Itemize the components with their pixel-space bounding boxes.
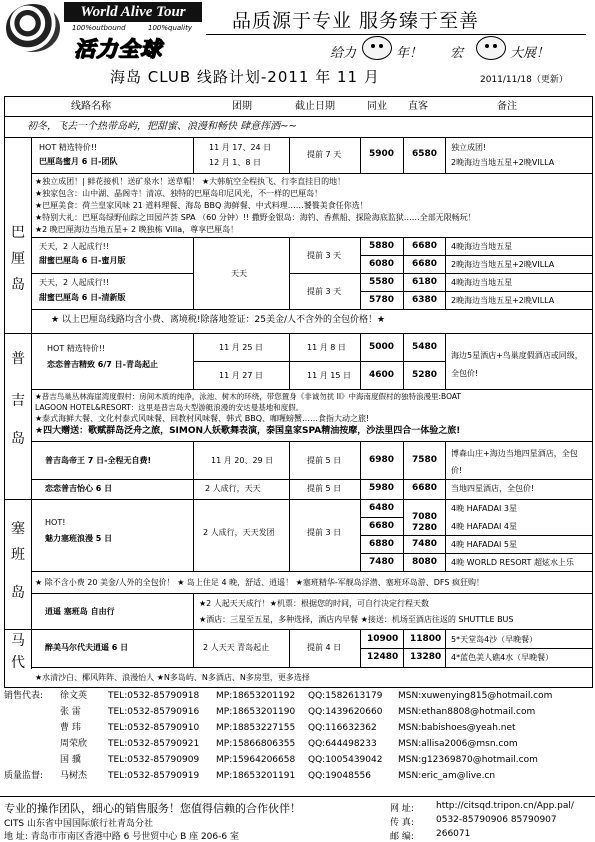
phuket-peer1: 5000: [369, 342, 395, 352]
divider: [31, 629, 32, 669]
phuket-date2: 11 月 27 日: [219, 371, 263, 380]
motto-part-1: 给力: [330, 46, 357, 61]
divider: [193, 593, 194, 629]
phuket-r3-note: 当地四星酒店，全包价!: [451, 484, 535, 493]
divider: [31, 479, 592, 480]
bali-feature: ★独家包含：山中湖、晶阁寺！清凉、独特的巴厘岛印尼风光，不一样的巴厘岛！: [35, 189, 323, 198]
contact-qq: QQ:1005439042: [308, 755, 383, 765]
intro-banner: 初冬，飞去一个热带岛屿，把甜蜜、浪漫和畅快 肆意挥洒~~: [27, 121, 297, 132]
bali-r1-tag: HOT 精选特价!!: [39, 143, 98, 152]
phuket-feature: ★四大赠送：歌赋群岛泛舟之旅，SIMON人妖歌舞表演，泰国皇家SPA精油按摩，沙法里四合一体验之旅!: [35, 426, 461, 436]
saipan-r2-note1: ★2 人起天天成行！★机票：根据您的时间，可自行决定行程天数: [199, 599, 429, 608]
bali-summary: ★ 以上巴厘岛线路均含小费、离境税!除落地签证：25美金/人不含外的全包价格！★: [51, 315, 386, 325]
contact-tel: TEL:0532-85790919: [108, 771, 200, 781]
col-deadline: 截止日期: [295, 101, 335, 112]
col-notes: 备注: [497, 101, 517, 112]
bali-r2-name: 甜蜜巴厘岛 6 日-蜜月版: [39, 256, 126, 265]
logo-english: World Alive Tour: [64, 2, 202, 22]
contact-qq: QQ:19048556: [308, 771, 372, 781]
phuket-r2-name: 普吉岛帝王 7 日-全程无自费!: [45, 456, 152, 465]
divider: [445, 441, 446, 499]
contact-name: 张 雷: [60, 707, 81, 717]
bali-note: 4晚海边当地五星: [451, 278, 513, 287]
motto-part-4: 大展！: [510, 46, 550, 61]
divider: [31, 237, 592, 238]
phuket-direct2: 5280: [412, 370, 438, 380]
rabbit-face-icon: [362, 36, 392, 60]
footer-web-link[interactable]: http://citsqd.tripon.cn/App.pal/: [436, 801, 574, 811]
page-title: 海岛 CLUB 线路计划-2011 年 11 月: [110, 68, 380, 86]
divider: [360, 517, 403, 518]
saipan-note: 4晚 HAFADAI 5星: [451, 540, 517, 549]
rabbit-face-icon: [476, 36, 506, 60]
contact-mp: MP:15964206658: [216, 755, 296, 765]
divider: [403, 441, 404, 499]
contact-mp: MP:18653201190: [216, 707, 296, 717]
region-phuket-3: 岛: [11, 431, 25, 447]
bali-r1-date2: 12 月 1、8 日: [209, 158, 261, 167]
bali-direct: 6680: [412, 259, 438, 269]
footer-web-label: 网 址:: [390, 804, 414, 814]
divider: [5, 629, 592, 630]
maldives-name: 醉美马尔代夫逍遥 6 日: [45, 643, 129, 652]
phuket-tag: HOT 精选特价!!: [47, 344, 106, 353]
region-bali-1: 巴: [11, 225, 25, 241]
saipan-r2-note2: ★酒店：三星至五星，多种选择，酒店内早餐 ★接送：机场至酒店往返的 SHUTTLE BUS: [199, 615, 514, 624]
contact-qq: QQ:644498233: [308, 739, 377, 749]
saipan-peer: 6880: [369, 539, 395, 549]
region-phuket-1: 普: [11, 351, 25, 367]
contact-msn[interactable]: MSN:eric_am@live.cn: [398, 771, 496, 781]
bali-feature: ★独立成团！| 鲜花接机！送矿泉水！送草帽！ ★大韩航空全程执飞、行李直挂目的地！: [35, 177, 346, 186]
phuket-r2-peer: 6980: [369, 455, 395, 465]
phuket-deadline1: 11 月 8 日: [307, 343, 346, 352]
contact-qq: QQ:1582613179: [308, 691, 383, 701]
divider: [360, 137, 361, 173]
phuket-feature: LAGOON HOTEL&RESORT：这里是普吉岛大型游艇浪漫的安达曼基地和度假。: [35, 403, 304, 412]
divider: [31, 173, 592, 174]
saipan-peer: 6680: [369, 521, 395, 531]
phuket-r3-peer: 5980: [369, 483, 395, 493]
region-bali-2: 厘: [11, 251, 25, 267]
bali-feature: ★特别大礼：巴厘岛绿野仙踪之田园芦荟 SPA （60 分钟）!! 撒野金银岛：海钓、香蕉船、探险海底监狱……全部无限畅玩！: [35, 213, 476, 222]
region-maldives-1: 马: [11, 633, 25, 649]
phuket-r2-direct: 7580: [412, 455, 438, 465]
bali-note: 2晚海边当地五星+2晚VILLA: [451, 296, 555, 305]
phuket-r3-direct: 6680: [412, 483, 438, 493]
saipan-direct: 7480: [412, 539, 438, 549]
saipan-features: ★ 除不含小费 20 美金/人外的全包价！ ★ 岛上住足 4 晚，舒适、逍遥！ ★塞班精华-军舰岛浮潜、塞班环岛游、DFS 疯狂购！: [35, 578, 484, 587]
motto-part-3: 宏: [450, 46, 464, 61]
divider: [5, 499, 592, 500]
divider: [193, 629, 194, 667]
contact-qq: QQ:1439620660: [308, 707, 383, 717]
col-direct: 直客: [408, 101, 428, 112]
divider: [31, 571, 592, 572]
divider: [289, 441, 290, 499]
divider: [445, 333, 446, 389]
bali-r1-direct: 6580: [412, 149, 438, 159]
saipan-direct: 7080: [412, 512, 438, 522]
divider: [31, 389, 592, 390]
logo-tag-outbound: 100%outbound: [72, 24, 126, 32]
footer-zip: 266071: [436, 829, 471, 839]
phuket-r3-deadline: 提前 5 日: [307, 484, 342, 493]
saipan-note: 4晚 HAFADAI 3星: [451, 504, 517, 513]
phuket-note: 海边5星酒店+鸟巢度假酒店或同级，全包价!: [451, 351, 583, 378]
footer-address: 地 址: 青岛市市南区香港中路 6 号世贸中心 B 座 206-6 室: [4, 832, 239, 842]
contact-tel: TEL:0532-85790921: [108, 739, 200, 749]
saipan-peer: 6480: [369, 503, 395, 513]
phuket-feature: ★普吉鸟巢丛林海崖湾度假村：房间木质的纯净，泳池、树木的环绕，带您置身《非诚勿扰 II》中海南度假村的独特浪漫里:BOAT: [35, 392, 461, 401]
contact-mp: MP:15866806355: [216, 739, 296, 749]
divider: [31, 667, 592, 668]
maldives-peer: 12480: [367, 652, 399, 662]
contact-name: 曹 玮: [60, 723, 81, 733]
divider: [289, 499, 290, 571]
divider: [360, 255, 592, 256]
phuket-r2-deadline: 提前 5 日: [307, 456, 342, 465]
col-dates: 团期: [232, 101, 252, 112]
bali-r3-name: 甜蜜巴厘岛 6 日-清新版: [39, 293, 126, 302]
logo-chinese: 活力全球: [74, 37, 162, 61]
saipan-deadline: 提前 3 日: [307, 528, 342, 537]
contact-name: 国 骥: [60, 755, 81, 765]
divider: [193, 441, 194, 499]
saipan-note: 4晚 WORLD RESORT 超炫水上乐: [451, 558, 574, 567]
saipan-name: 魅力塞班浪漫 5 日: [45, 534, 113, 543]
qa-label: 质量监督:: [4, 771, 44, 781]
saipan-direct: 8080: [412, 557, 438, 567]
divider: [193, 137, 194, 173]
bali-r1-name: 巴厘岛蜜月 6 日-团队: [39, 157, 118, 166]
saipan-r2-name: 逍遥 塞班岛 自由行: [45, 607, 115, 616]
maldives-note: 5*天堂岛4沙（早晚餐）: [451, 635, 538, 644]
motto-part-2: 年！: [396, 46, 423, 61]
phuket-deadline2: 11 月 15 日: [307, 371, 351, 380]
bali-feature: ★2 晚巴厘海边当地五星+ 2 晚独栋 Villa，尊享巴厘岛！: [35, 225, 239, 234]
divider: [193, 237, 194, 309]
region-phuket-2: 吉: [11, 393, 25, 409]
bali-daily: 天天: [231, 269, 247, 278]
contact-mp: MP:18653201191: [216, 771, 296, 781]
slogan: 品质源于专业 服务臻于至善: [232, 10, 480, 32]
phuket-peer2: 4600: [369, 370, 395, 380]
contact-mp: MP:18653201192: [216, 691, 296, 701]
contact-mp: MP:18853227155: [216, 723, 296, 733]
saipan-date: 2 人成行，天天发团: [203, 528, 275, 537]
divider: [5, 116, 592, 117]
bali-peer: 5580: [369, 277, 395, 287]
contact-name: 马树杰: [60, 771, 88, 781]
bali-r1-date1: 11 月 17、24 日: [209, 143, 272, 152]
sales-label: 销售代表:: [4, 691, 44, 701]
divider: [360, 535, 592, 536]
contact-msn[interactable]: MSN:babishoes@yeah.net: [398, 723, 516, 733]
divider: [360, 648, 592, 649]
divider: [31, 273, 193, 274]
bali-direct: 6680: [412, 241, 438, 251]
logo-emblem: [6, 4, 60, 52]
bali-direct: 6180: [412, 277, 438, 287]
footer-fax-label: 传 真:: [390, 818, 414, 828]
divider: [360, 441, 361, 499]
update-date: 2011/11/18（更新）: [480, 75, 568, 85]
divider: [289, 629, 290, 667]
phuket-name: 恋恋普吉精致 6/7 日-青岛起止: [47, 360, 158, 369]
contact-tel: TEL:0532-85790916: [108, 707, 200, 717]
region-maldives-2: 代: [11, 655, 25, 671]
divider: [289, 137, 290, 173]
divider: [360, 553, 592, 554]
phuket-r2-date: 11 月 20、29 日: [211, 456, 274, 465]
divider: [289, 273, 592, 274]
phuket-r3-date: 2 人成行，天天: [205, 484, 261, 493]
slogan-divider: [206, 34, 586, 35]
route-table: [4, 96, 593, 688]
bali-note: 4晚海边当地五星: [451, 242, 513, 251]
divider: [31, 137, 32, 653]
maldives-note: 4*蓝色美人礁4水（早晚餐）: [451, 653, 554, 662]
bali-r1-note1: 独立成团!: [451, 143, 487, 152]
saipan-tag: HOT!: [45, 518, 66, 527]
bali-deadline: 提前 3 天: [307, 287, 342, 296]
divider: [31, 593, 592, 594]
contact-msn[interactable]: MSN:xuwenying815@hotmail.com: [398, 691, 553, 701]
contact-msn[interactable]: MSN:g12369870@hotmail.com: [398, 755, 538, 765]
footer-pitch: 专业的操作团队，细心的销售服务！您值得信赖的合作伙伴！: [4, 802, 301, 815]
divider: [403, 137, 404, 173]
bali-peer: 6080: [369, 259, 395, 269]
logo-tag-quality: 100%quality: [148, 24, 192, 32]
bali-note: 2晚海边当地五星+2晚VILLA: [451, 260, 555, 269]
phuket-feature: ★泰式海鲜大餐、文化村泰式风味餐、回教村风味餐、韩式 BBQ、咖喱螃蟹……食指大动之旅!: [35, 414, 370, 423]
col-peer: 同业: [367, 101, 387, 112]
contact-tel: TEL:0532-85790918: [108, 691, 200, 701]
maldives-peer: 10900: [367, 634, 399, 644]
maldives-direct: 13280: [410, 652, 442, 662]
bali-peer: 5780: [369, 295, 395, 305]
divider: [193, 499, 194, 571]
region-saipan-1: 塞: [11, 521, 25, 537]
saipan-note: 4晚 HAFADAI 4星: [451, 522, 517, 531]
maldives-features: ★水清沙白、椰风阵阵、浪漫怡人 ★N多岛屿、N多酒店、N多房型，更多选择: [35, 673, 310, 682]
bali-feature: ★巴厘美食：荷兰皇家风味 21 道料理餐、海岛 BBQ 海鲜餐、中式料理……饕餮美食任你选！: [35, 201, 368, 210]
region-bali-3: 岛: [11, 277, 25, 293]
contact-name: 周荣欣: [60, 739, 88, 749]
phuket-r2-note: 博森山庄+海边当地四星酒店，全包价!: [451, 449, 578, 475]
divider: [445, 137, 446, 173]
phuket-date1: 11 月 25 日: [219, 343, 263, 352]
saipan-direct: 7280: [412, 523, 438, 533]
bali-r1-note2: 2晚海边当地五星+2晚VILLA: [451, 158, 555, 167]
region-saipan-3: 岛: [11, 585, 25, 601]
contact-msn[interactable]: MSN:allisa2006@msn.com: [398, 739, 518, 749]
bali-r2-tag: 天天，2 人起成行!!: [39, 242, 110, 251]
bali-direct: 6380: [412, 295, 438, 305]
footer-zip-label: 邮 编:: [390, 832, 414, 842]
bali-r1-peer: 5900: [369, 149, 395, 159]
contact-tel: TEL:0532-85790909: [108, 755, 200, 765]
divider: [360, 291, 592, 292]
phuket-r3-name: 恋恋普吉怡心 6 日: [45, 484, 113, 493]
saipan-peer: 7480: [369, 557, 395, 567]
divider: [193, 361, 445, 362]
divider: [5, 137, 592, 138]
bali-r1-deadline: 提前 7 天: [307, 150, 342, 159]
contact-name: 徐文英: [60, 691, 88, 701]
col-route: 线路名称: [71, 101, 111, 112]
bali-deadline: 提前 3 天: [307, 251, 342, 260]
maldives-direct: 11800: [410, 634, 442, 644]
divider: [5, 333, 592, 334]
divider: [31, 441, 592, 442]
region-saipan-2: 班: [11, 547, 25, 563]
bali-r3-tag: 天天，2 人起成行!!: [39, 278, 110, 287]
contact-tel: TEL:0532-85790910: [108, 723, 200, 733]
phuket-direct1: 5480: [412, 342, 438, 352]
maldives-date: 2 人天天 青岛起止: [203, 643, 270, 652]
footer-company: CITS 山东省中国国际旅行社青岛分社: [4, 819, 154, 829]
footer-divider: [0, 796, 595, 797]
maldives-deadline: 提前 4 日: [307, 643, 342, 652]
bali-peer: 5880: [369, 241, 395, 251]
divider: [31, 309, 592, 310]
contact-qq: QQ:116632362: [308, 723, 377, 733]
footer-fax: 0532-85790906 85790907: [436, 815, 557, 825]
contact-msn[interactable]: MSN:ethan8808@hotmail.com: [398, 707, 536, 717]
